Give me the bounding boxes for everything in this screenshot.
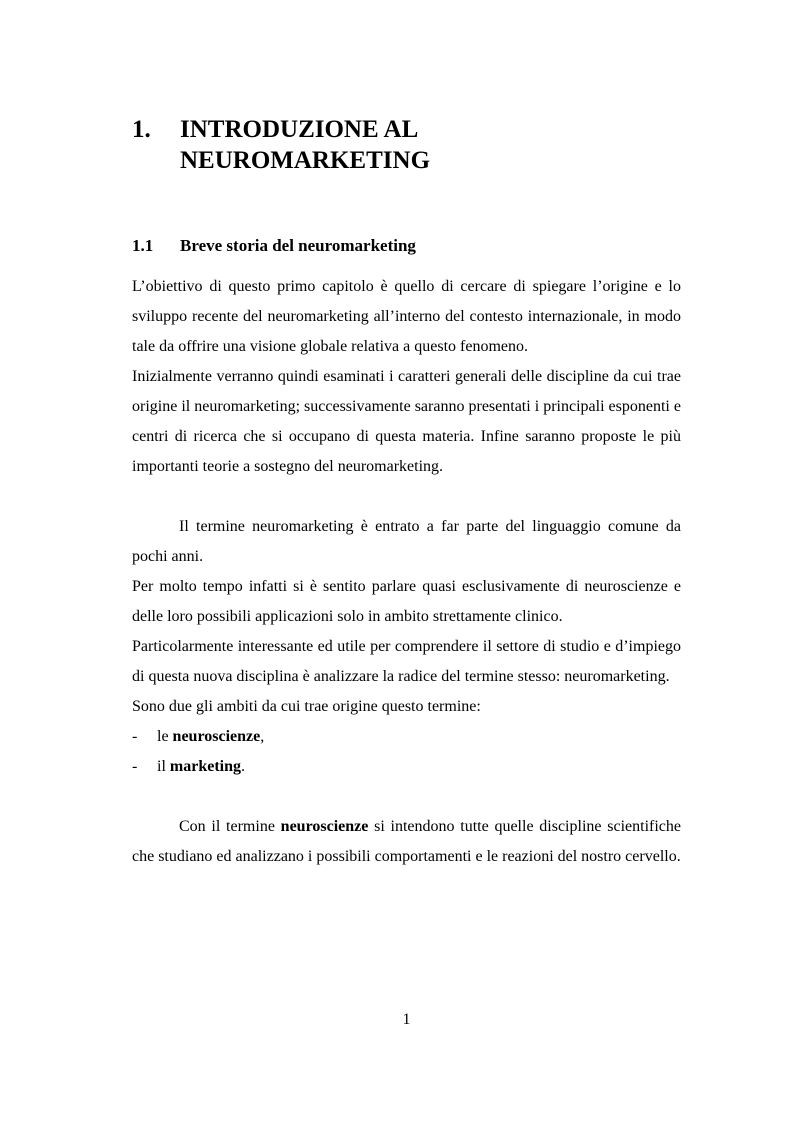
paragraph-7 [132,812,681,872]
body-text [132,272,681,872]
chapter-title [180,114,580,176]
chapter-title-line-1: INTRODUZIONE AL [180,116,419,143]
list-dash: - [132,728,138,745]
paragraph-5: Particolarmente interessante ed utile per comprendere il settore di studio e d’impiego di questa nuova disciplina è analizzare la radice del termine stesso: neuromarketing. [132,638,681,685]
paragraph-7-text-end: si intendono tutte quelle discipline scientifiche che studiano ed analizzano i possibili comportamenti e le reazioni del nostro cervello. [132,818,681,865]
list-item-neuroscienze [132,722,681,752]
list-item-prefix: le [157,728,173,745]
list-item-prefix: il [157,758,170,775]
list-item-text [157,722,264,752]
paragraph-4: Per molto tempo infatti si è sentito parlare quasi esclusivamente di neuroscienze e delle loro possibili applicazioni solo in ambito strettamente clinico. [132,578,681,625]
paragraph-7-text: Con il termine [179,818,281,835]
paragraph-6: Sono due gli ambiti da cui trae origine questo termine: [132,698,481,715]
list-dash: - [132,758,138,775]
list-item-suffix: , [260,728,265,745]
paragraph-7-bold: neuroscienze [280,818,369,835]
paragraph-2: Inizialmente verranno quindi esaminati i caratteri generali delle discipline da cui trae origine il neuromarketing; successivamente saranno presentati i principali esponenti e centri di ricerca che si occupano di questa materia. Infine saranno proposte le più importanti teorie a sostegno del neuromarketing. [132,368,681,475]
page-number: 1 [402,1011,411,1028]
list-item-bold: neuroscienze [172,728,261,745]
chapter-title-line-2: NEUROMARKETING [180,147,431,174]
list-item-bold: marketing [169,758,241,775]
paragraph-spacer [132,482,681,512]
list-item-suffix: . [241,758,245,775]
chapter-number: 1. [132,116,151,143]
list-item-marketing [132,752,681,782]
paragraph-spacer [132,782,681,812]
list-item-text [157,752,245,782]
paragraph-3: Il termine neuromarketing è entrato a far parte del linguaggio comune da pochi anni. [132,518,681,565]
section-number: 1.1 [132,236,154,255]
section-title: Breve storia del neuromarketing [180,236,416,255]
paragraph-1: L’obiettivo di questo primo capitolo è quello di cercare di spiegare l’origine e lo sviluppo recente del neuromarketing all’interno del contesto internazionale, in modo tale da offrire una visione globale relativa a questo fenomeno. [132,278,681,355]
